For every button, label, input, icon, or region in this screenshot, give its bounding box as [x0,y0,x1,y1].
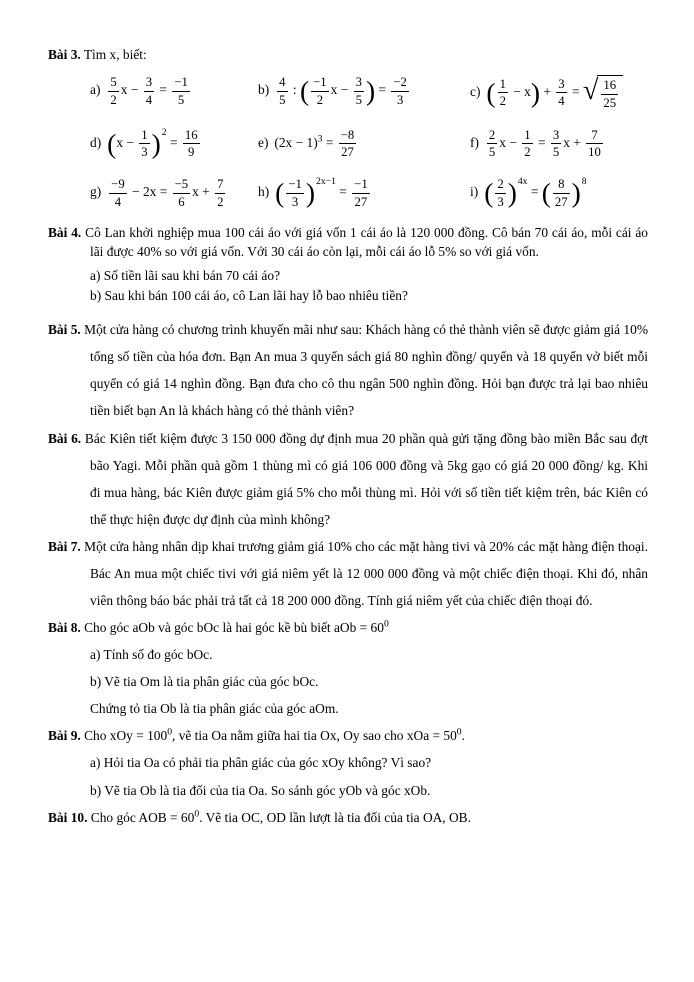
problem-label: Bài 10. [48,809,88,825]
denominator: 5 [177,92,185,107]
exponent: 0 [194,808,200,820]
fraction [352,177,370,209]
denominator: 4 [114,194,122,209]
fraction [495,177,505,209]
subitem-a: a) Số tiền lãi sau khi bán 70 cái áo? [90,268,281,283]
problem-body: Cho góc AOB = $60^0$. Vẽ tia OC, OD lần lượt là tia đối của tia OA, OB. [90,808,471,825]
equation-label: g) [90,184,102,200]
numerator: 3 [551,128,561,144]
numerator: 8 [553,177,570,193]
fraction [522,128,532,160]
fraction [277,75,287,107]
numerator: 7 [215,177,225,193]
denominator: 5 [488,145,496,160]
close-paren: ) [305,178,316,209]
numerator: 1 [139,128,149,144]
denominator: 27 [554,194,568,209]
fraction [139,128,149,160]
problem-label: Bài 4. [48,224,82,240]
denominator: 3 [497,194,504,209]
paren-content [551,177,572,209]
equation-grid [90,75,648,209]
problem-bai-5 [48,316,648,424]
fraction [551,128,561,160]
equation-expression: ( $\frac{2}{3}$ )$^{4x}$ = ( $\frac{8}{27}$ )$^8$ [484,176,587,209]
denominator: 27 [341,145,354,160]
radicand [597,75,623,110]
denominator: 5 [279,92,286,107]
paren-content: $\frac{-1}{2}$ x − $\frac{3}{5}$ [313,75,362,107]
numerator: −8 [339,128,357,144]
problem-text [48,804,648,831]
denominator: 9 [188,145,195,160]
fraction [601,78,618,110]
subitem-b: b) Sau khi bán 100 cái áo, cô Lan lãi hay lỗ bao nhiêu tiền? [90,288,408,304]
square-root [583,75,623,110]
problem-bai-3 [48,44,648,209]
numerator: −9 [109,177,127,193]
problem-bai-10 [48,804,648,831]
subitem-b: b) Vẽ tia Ob là tia đối của tia Oa. So sánh góc yOb và góc xOb. [90,782,431,798]
problem-body: Một cửa hàng nhân dịp khai trương giảm giá 10% cho các mặt hàng tivi và 20% các mặt hàng điện thoại. Bác An mua một chiếc tivi với giá niêm yết là 12 000 000 đồng và một chiếc điện thoại. Khi đó, nhân viên thông báo bác phải trả tất cả 18 200 000 đồng. Tính giá niêm yết của chiếc điện thoại đó. [84,538,648,608]
problem-body: Cô Lan khởi nghiệp mua 100 cái áo với giá vốn 1 cái áo là 120 000 đồng. Cô bán 70 cái áo, mỗi cái áo lãi được 40% so với giá vốn. Với 30 cái áo còn lại, mỗi cái áo lỗ 5% so với giá vốn. [85,224,649,259]
equation-expression: $\frac{-9}{4}$ − 2x = $\frac{-5}{6}$ x + $\frac{7}{2}$ [111,177,224,209]
problem-bai-9 [48,722,648,803]
problem-text [48,223,648,261]
problem-bai-7 [48,533,648,614]
subitem-note: Chứng tỏ tia Ob là tia phân giác của góc aOm. [90,701,339,717]
numerator: 2 [495,177,505,193]
subitem-a: a) Tính số đo góc bOc. [90,647,213,663]
problem-label: Bài 6. [48,430,82,446]
fraction [339,128,357,160]
parenthesis-group [484,177,517,209]
problem-text [48,533,648,614]
numerator: −1 [286,177,304,193]
fraction [487,128,497,160]
denominator: 27 [354,194,368,209]
numerator: 16 [183,128,200,144]
equation-e [258,128,470,160]
open-paren: ( [275,178,285,209]
fraction [311,75,329,107]
problem-bai-8 [48,614,648,722]
fraction [391,75,409,107]
exponent: 4x [517,176,528,188]
exponent: 0 [383,618,389,630]
fraction [498,77,508,109]
parenthesis-group [275,177,316,209]
equation-expression: ( $\frac{-1}{3}$ )$^{2x-1}$ = $\frac{-1}{27}$ [275,176,368,209]
numerator: −1 [172,75,190,91]
denominator: 2 [524,145,531,160]
paren-content: $\frac{1}{2}$ − x [499,76,531,109]
open-paren: ( [486,77,496,108]
denominator: 5 [355,92,362,107]
denominator: 2 [499,94,506,109]
numerator: 1 [522,128,532,144]
problem-body: Cho góc aOb và góc bOc là hai góc kề bù biết aOb = $60^0$ [84,618,389,636]
fraction [172,75,190,107]
denominator: 4 [558,94,565,109]
equation-label: c) [470,83,481,99]
numerator: −5 [173,177,191,193]
paren-content: x − $\frac{1}{3}$ [116,127,148,160]
exponent: 2 [161,126,167,138]
equation-label: e) [258,134,269,150]
problem-label: Bài 5. [48,322,81,338]
fraction [586,128,603,160]
parenthesis-group [541,177,581,209]
fraction [286,177,304,209]
close-paren: ) [365,76,376,107]
radical-icon: √ [582,75,599,107]
open-paren: ( [107,128,117,159]
problem-intro: Tìm x, biết: [83,47,147,62]
fraction [556,77,566,109]
open-paren: ( [484,178,494,209]
problem-heading [48,44,648,65]
equation-b [258,75,470,110]
fraction [109,177,127,209]
numerator: 3 [144,75,154,91]
problem-body: Bác Kiên tiết kiệm được 3 150 000 đồng dự định mua 20 phần quà gửi tặng đồng bào miền Bắc sau đợt bão Yagi. Mỗi phần quà gồm 1 thùng mì có giá 106 000 đồng và 5kg gạo có giá 20 000 đồng/ kg. Khi đi mua hàng, bác Kiên được giảm giá 5% cho mỗi thùng mì. Hỏi với số tiền tiết kiệm trên, bác Kiên có thể thực hiện được dự định của mình không? [84,430,648,527]
numerator: −1 [352,177,370,193]
equation-label: a) [90,82,101,98]
denominator: 5 [552,145,560,160]
equation-i [470,177,648,209]
numerator: 7 [586,128,603,144]
exponent: 3 [317,133,323,145]
close-paren: ) [530,77,541,108]
numerator: 2 [487,128,497,144]
equation-label: h) [258,184,270,200]
equation-expression: ( $\frac{1}{2}$ − x) + $\frac{3}{4}$ = √ $\frac{16}{25}$ [486,84,623,99]
denominator: 2 [316,92,324,107]
problem-label: Bài 9. [48,728,81,744]
numerator: −2 [391,75,409,91]
equation-a [90,75,258,110]
open-paren: ( [299,76,310,107]
numerator: 5 [108,75,118,91]
problem-subitems [90,266,648,306]
exponent: 0 [167,726,172,738]
numerator: −1 [311,75,329,91]
denominator: 3 [291,194,299,209]
problem-label: Bài 7. [48,538,81,554]
denominator: 2 [110,92,117,107]
numerator: 16 [601,78,618,94]
problem-subitems [90,641,648,722]
fraction [108,75,118,107]
numerator: 3 [556,77,566,93]
problem-body: Một cửa hàng có chương trình khuyến mãi như sau: Khách hàng có thẻ thành viên sẽ được giảm giá 10% tổng số tiền của hóa đơn. Bạn An mua 3 quyển sách giá 80 nghìn đồng/ quyển và 18 quyển vở biết mỗi quyển có giá 14 nghìn đồng. Bạn đưa cho cô thu ngân 500 nghìn đồng. Hỏi bạn được trả lại bao nhiêu tiền biết bạn An là khách hàng có thẻ thành viên? [84,322,648,419]
close-paren: ) [151,128,161,159]
fraction [553,177,570,209]
problem-body: Cho xOy = $100^0$, vẽ tia Oa nằm giữa hai tia Ox, Oy sao cho xOa = $50^0$. [84,726,465,744]
fraction [173,177,191,209]
problem-bai-6 [48,425,648,533]
equation-d [90,128,258,160]
numerator: 4 [277,75,287,91]
problem-text [48,614,648,641]
denominator: 3 [396,92,404,107]
fraction [183,128,200,160]
equation-expression: (x − $\frac{1}{3}$ )$^2$ = $\frac{16}{9}$ [107,126,198,160]
numerator: 1 [498,77,508,93]
paren-content [493,177,507,209]
equation-expression: $\frac{4}{5}$ : ( $\frac{-1}{2}$ x − $\frac{3}{5}$ ) = $\frac{-2}{3}$ [279,75,407,107]
problem-text [48,316,648,424]
equation-label: i) [470,184,479,200]
problem-label: Bài 3. [48,47,81,62]
denominator: 3 [141,145,148,160]
denominator: 6 [178,194,185,209]
parenthesis-group [486,76,541,109]
equation-expression: $(2x - 1)^3$ = $\frac{-8}{27}$ [274,127,355,160]
equation-c [470,75,648,110]
equation-expression: $\frac{5}{2}$ x − $\frac{3}{4}$ = $\frac{-1}{5}$ [110,75,188,107]
equation-f [470,128,648,160]
paren-content [284,177,306,209]
problem-text [48,425,648,533]
exponent: 8 [581,176,587,188]
fraction [354,75,364,107]
denominator: 10 [588,145,601,160]
fraction [144,75,154,107]
denominator: 25 [603,95,617,110]
problem-label: Bài 8. [48,620,81,636]
problem-bai-4 [48,223,648,306]
open-paren: ( [541,178,551,209]
equation-label: b) [258,82,270,98]
numerator: 3 [354,75,364,91]
close-paren: ) [507,178,517,209]
denominator: 2 [217,194,224,209]
exponent: 0 [456,726,462,738]
fraction [215,177,225,209]
equation-label: f) [470,134,479,150]
equation-h [258,177,470,209]
problem-text [48,722,648,749]
denominator: 4 [145,92,153,107]
problem-subitems [90,749,648,803]
equation-expression: $\frac{2}{5}$ x − $\frac{1}{2}$ = $\frac{3}{5}$ x + $\frac{7}{10}$ [488,127,601,160]
close-paren: ) [571,178,581,209]
exponent: 2x−1 [316,176,336,188]
equation-g [90,177,258,209]
subitem-b: b) Vẽ tia Om là tia phân giác của góc bOc. [90,674,319,690]
equation-label: d) [90,134,102,150]
subitem-a: a) Hỏi tia Oa có phải tia phân giác của góc xOy không? Vì sao? [90,755,432,771]
